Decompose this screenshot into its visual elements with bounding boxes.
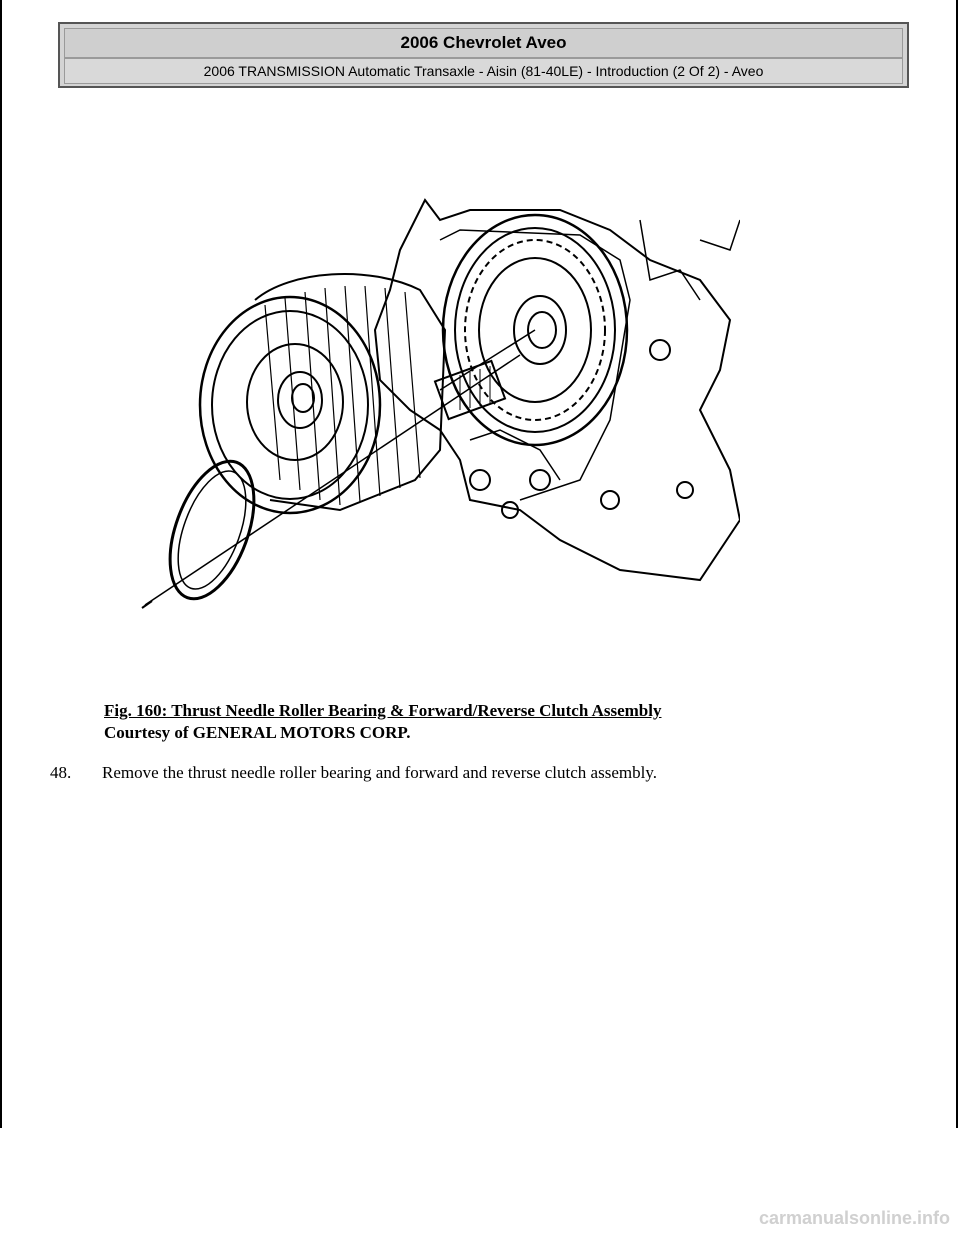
header-subtitle: 2006 TRANSMISSION Automatic Transaxle - Aisin (81-40LE) - Introduction (2 Of 2) - Aveo — [64, 58, 903, 84]
clutch-assembly-illustration — [140, 180, 740, 620]
step-item — [50, 762, 657, 784]
step-number: 48. — [50, 763, 72, 782]
step-text: Remove the thrust needle roller bearing and forward and reverse clutch assembly. — [102, 763, 657, 782]
thrust-bearing — [154, 450, 271, 610]
caption-courtesy: Courtesy of GENERAL MOTORS CORP. — [104, 723, 411, 742]
input-shaft — [440, 330, 535, 390]
header-title: 2006 Chevrolet Aveo — [64, 28, 903, 58]
figure-caption — [104, 700, 661, 744]
caption-title: Fig. 160: Thrust Needle Roller Bearing & Forward/Reverse Clutch Assembly — [104, 701, 662, 720]
page-header — [58, 22, 909, 88]
watermark: carmanualsonline.info — [758, 1208, 950, 1228]
transaxle-case — [375, 200, 740, 580]
clutch-drum — [255, 274, 445, 510]
